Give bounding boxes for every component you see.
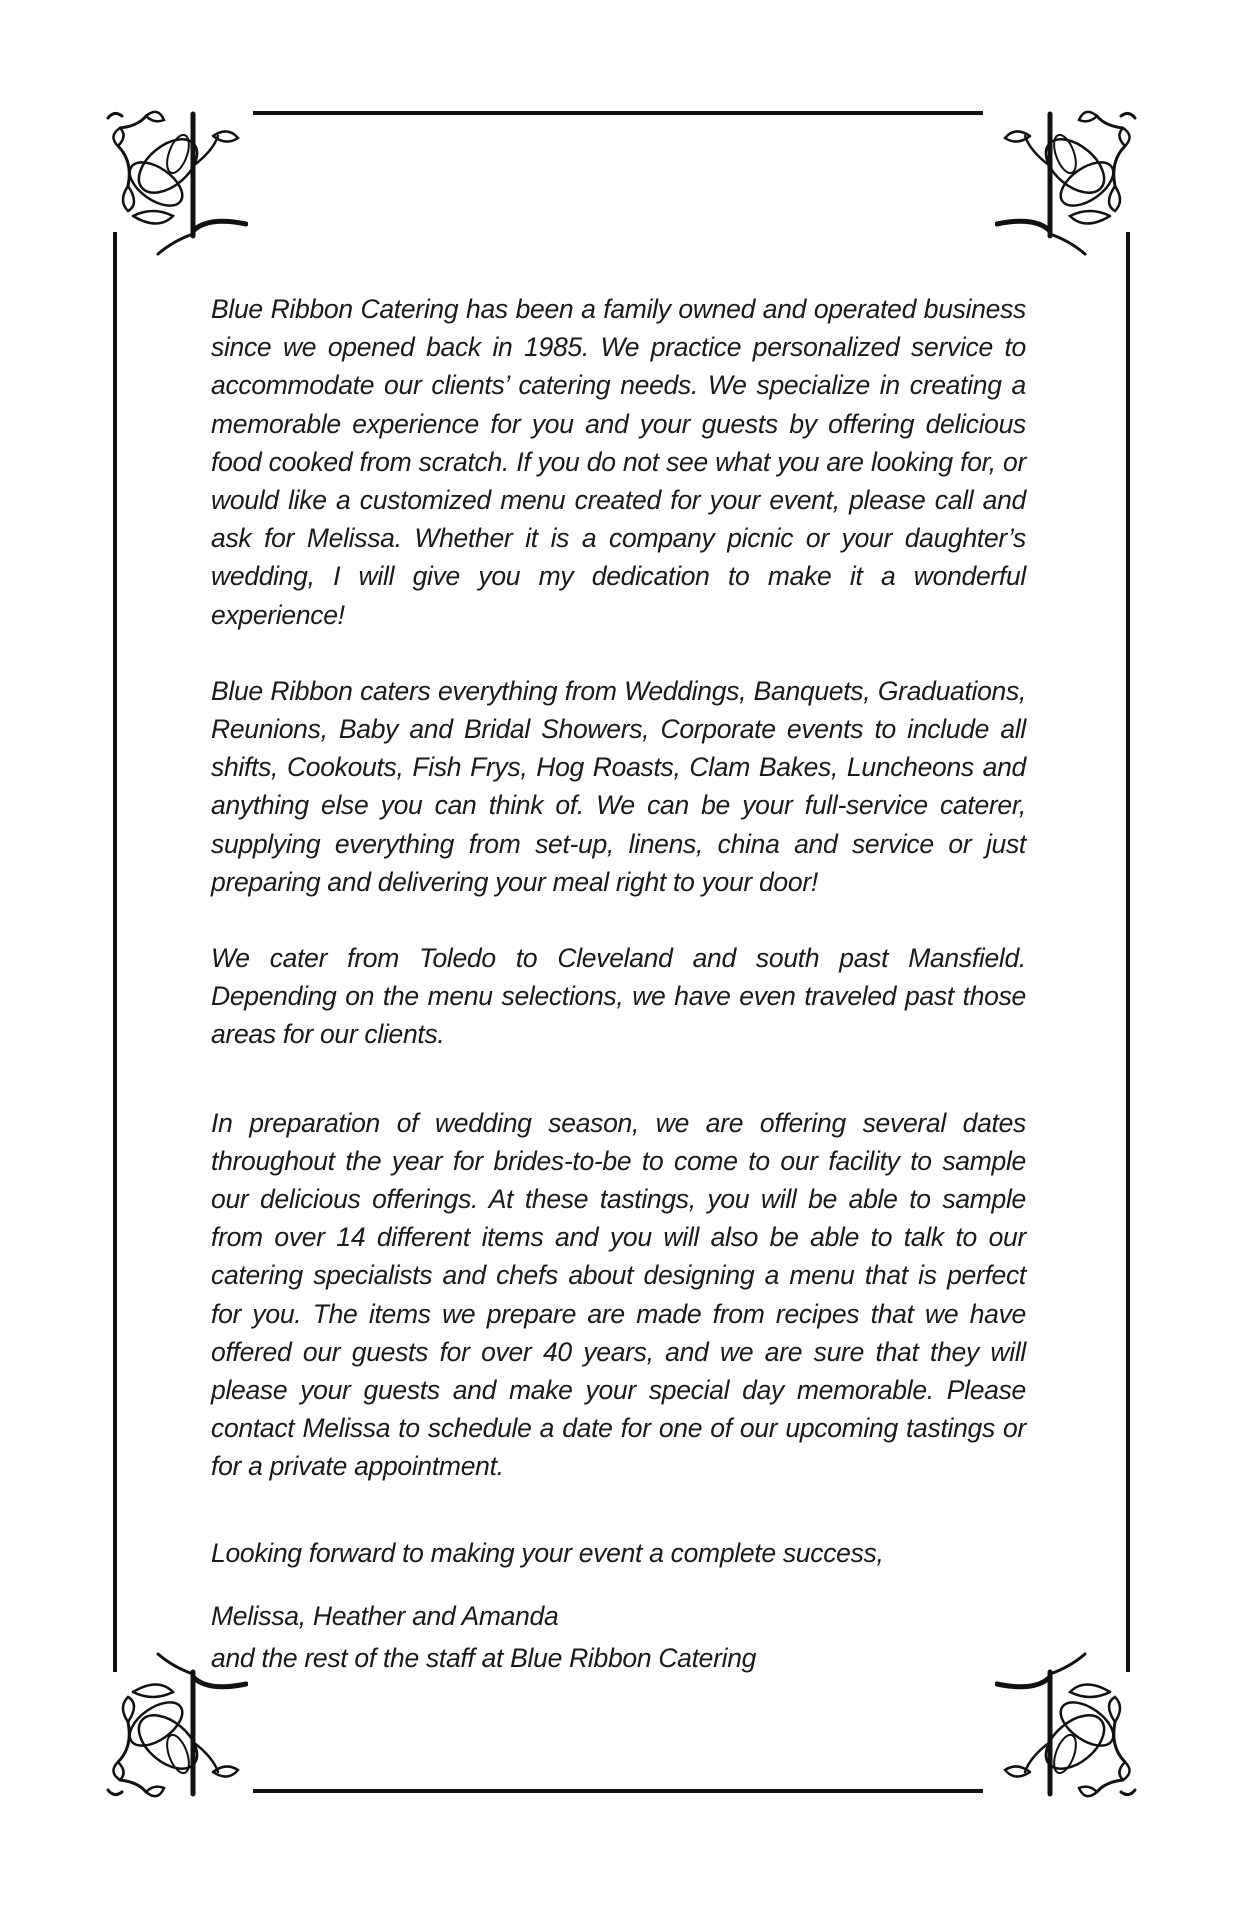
top-left-flourish-icon	[98, 106, 248, 256]
service-area-paragraph: We cater from Toledo to Cleveland and south past Mansfield. Depending on the menu selections, we have even traveled past those areas for our clients.	[211, 943, 1026, 1050]
bottom-border-rule	[253, 1789, 983, 1793]
letter-body	[211, 290, 1026, 1677]
signature-staff: and the rest of the staff at Blue Ribbon Catering	[211, 1643, 757, 1674]
left-border-rule	[113, 232, 117, 1672]
top-right-flourish-icon	[995, 106, 1145, 256]
right-border-rule	[1126, 232, 1130, 1672]
top-border-rule	[253, 111, 983, 115]
tastings-paragraph: In preparation of wedding season, we are offering several dates throughout the year for brides-to-be to come to our facility to sample our delicious offerings. At these tastings, you will be able to sample from over 14 different items and you will also be able to talk to our catering specialists and chefs about designing a menu that is perfect for you. The items we prepare are made from recipes that we have offered our guests for over 40 years, and we are sure that they will please your guests and make your special day memorable. Please contact Melissa to schedule a date for one of our upcoming tastings or for a private appointment.	[211, 1107, 1026, 1482]
signature-names: Melissa, Heather and Amanda	[211, 1600, 559, 1631]
intro-paragraph: Blue Ribbon Catering has been a family owned and operated business since we opened back in 1985. We practice personalized service to accommodate our clients’ catering needs. We specialize in creating a memorable experience for you and your guests by offering delicious food cooked from scratch. If you do not see what you are looking for, or would like a customized menu created for your event, please call and ask for Melissa. Whether it is a company picnic or your daughter’s wedding, I will give you my dedication to make it a wonderful experience!	[211, 294, 1026, 630]
closing-line: Looking forward to making your event a complete success,	[211, 1537, 884, 1568]
services-paragraph: Blue Ribbon caters everything from Weddings, Banquets, Graduations, Reunions, Baby and Bridal Showers, Corporate events to include all shifts, Cookouts, Fish Frys, Hog Roasts, Clam Bakes, Luncheons and anything else you can think of. We can be your full-service caterer, supplying everything from set-up, linens, china and service or just preparing and delivering your meal right to your door!	[211, 675, 1026, 897]
